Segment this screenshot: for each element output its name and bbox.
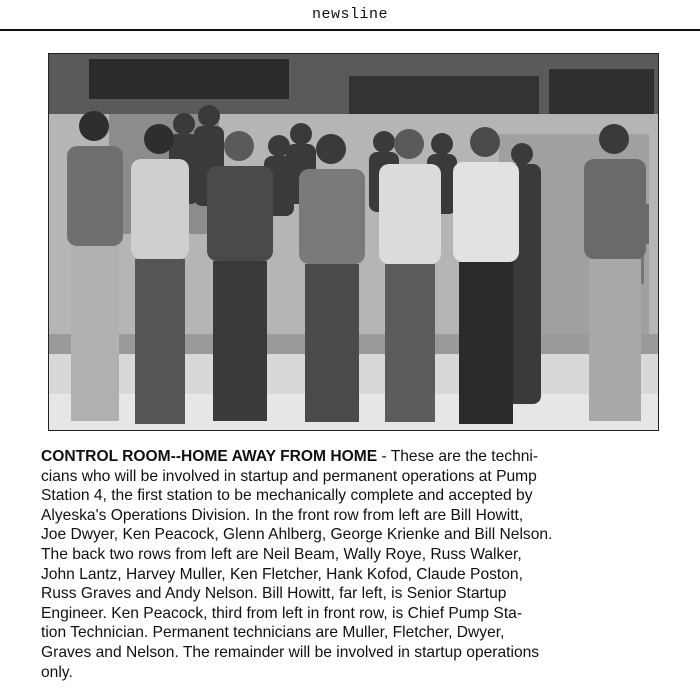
group-photo <box>48 53 659 431</box>
caption-line <box>41 447 666 467</box>
caption-line: only. <box>41 663 73 681</box>
caption-lead: CONTROL ROOM--HOME AWAY FROM HOME <box>41 448 378 465</box>
caption-line: Joe Dwyer, Ken Peacock, Glenn Ahlberg, George Krienke and Bill Nelson. <box>41 526 553 544</box>
caption-line: John Lantz, Harvey Muller, Ken Fletcher, Hank Kofod, Claude Poston, <box>41 565 523 583</box>
caption-line: tion Technician. Permanent technicians are Muller, Fletcher, Dwyer, <box>41 624 505 642</box>
newsletter-header <box>0 0 700 31</box>
caption-line: Graves and Nelson. The remainder will be involved in startup operations <box>41 643 540 661</box>
photo-caption <box>41 447 666 682</box>
group-photo-illustration <box>49 54 659 431</box>
caption-line: Station 4, the first station to be mechanically complete and accepted by <box>41 487 533 505</box>
caption-line: The back two rows from left are Neil Beam, Wally Roye, Russ Walker, <box>41 545 522 563</box>
newsletter-title: newsline <box>311 6 388 23</box>
caption-line: Russ Graves and Andy Nelson. Bill Howitt, far left, is Senior Startup <box>41 585 507 603</box>
caption-line: Engineer. Ken Peacock, third from left in front row, is Chief Pump Sta- <box>41 604 523 622</box>
header-rule <box>0 29 700 31</box>
caption-line: Alyeska's Operations Division. In the front row from left are Bill Howitt, <box>41 506 524 524</box>
caption-line-text: - These are the techni- <box>377 448 539 465</box>
caption-line: cians who will be involved in startup and permanent operations at Pump <box>41 467 537 485</box>
